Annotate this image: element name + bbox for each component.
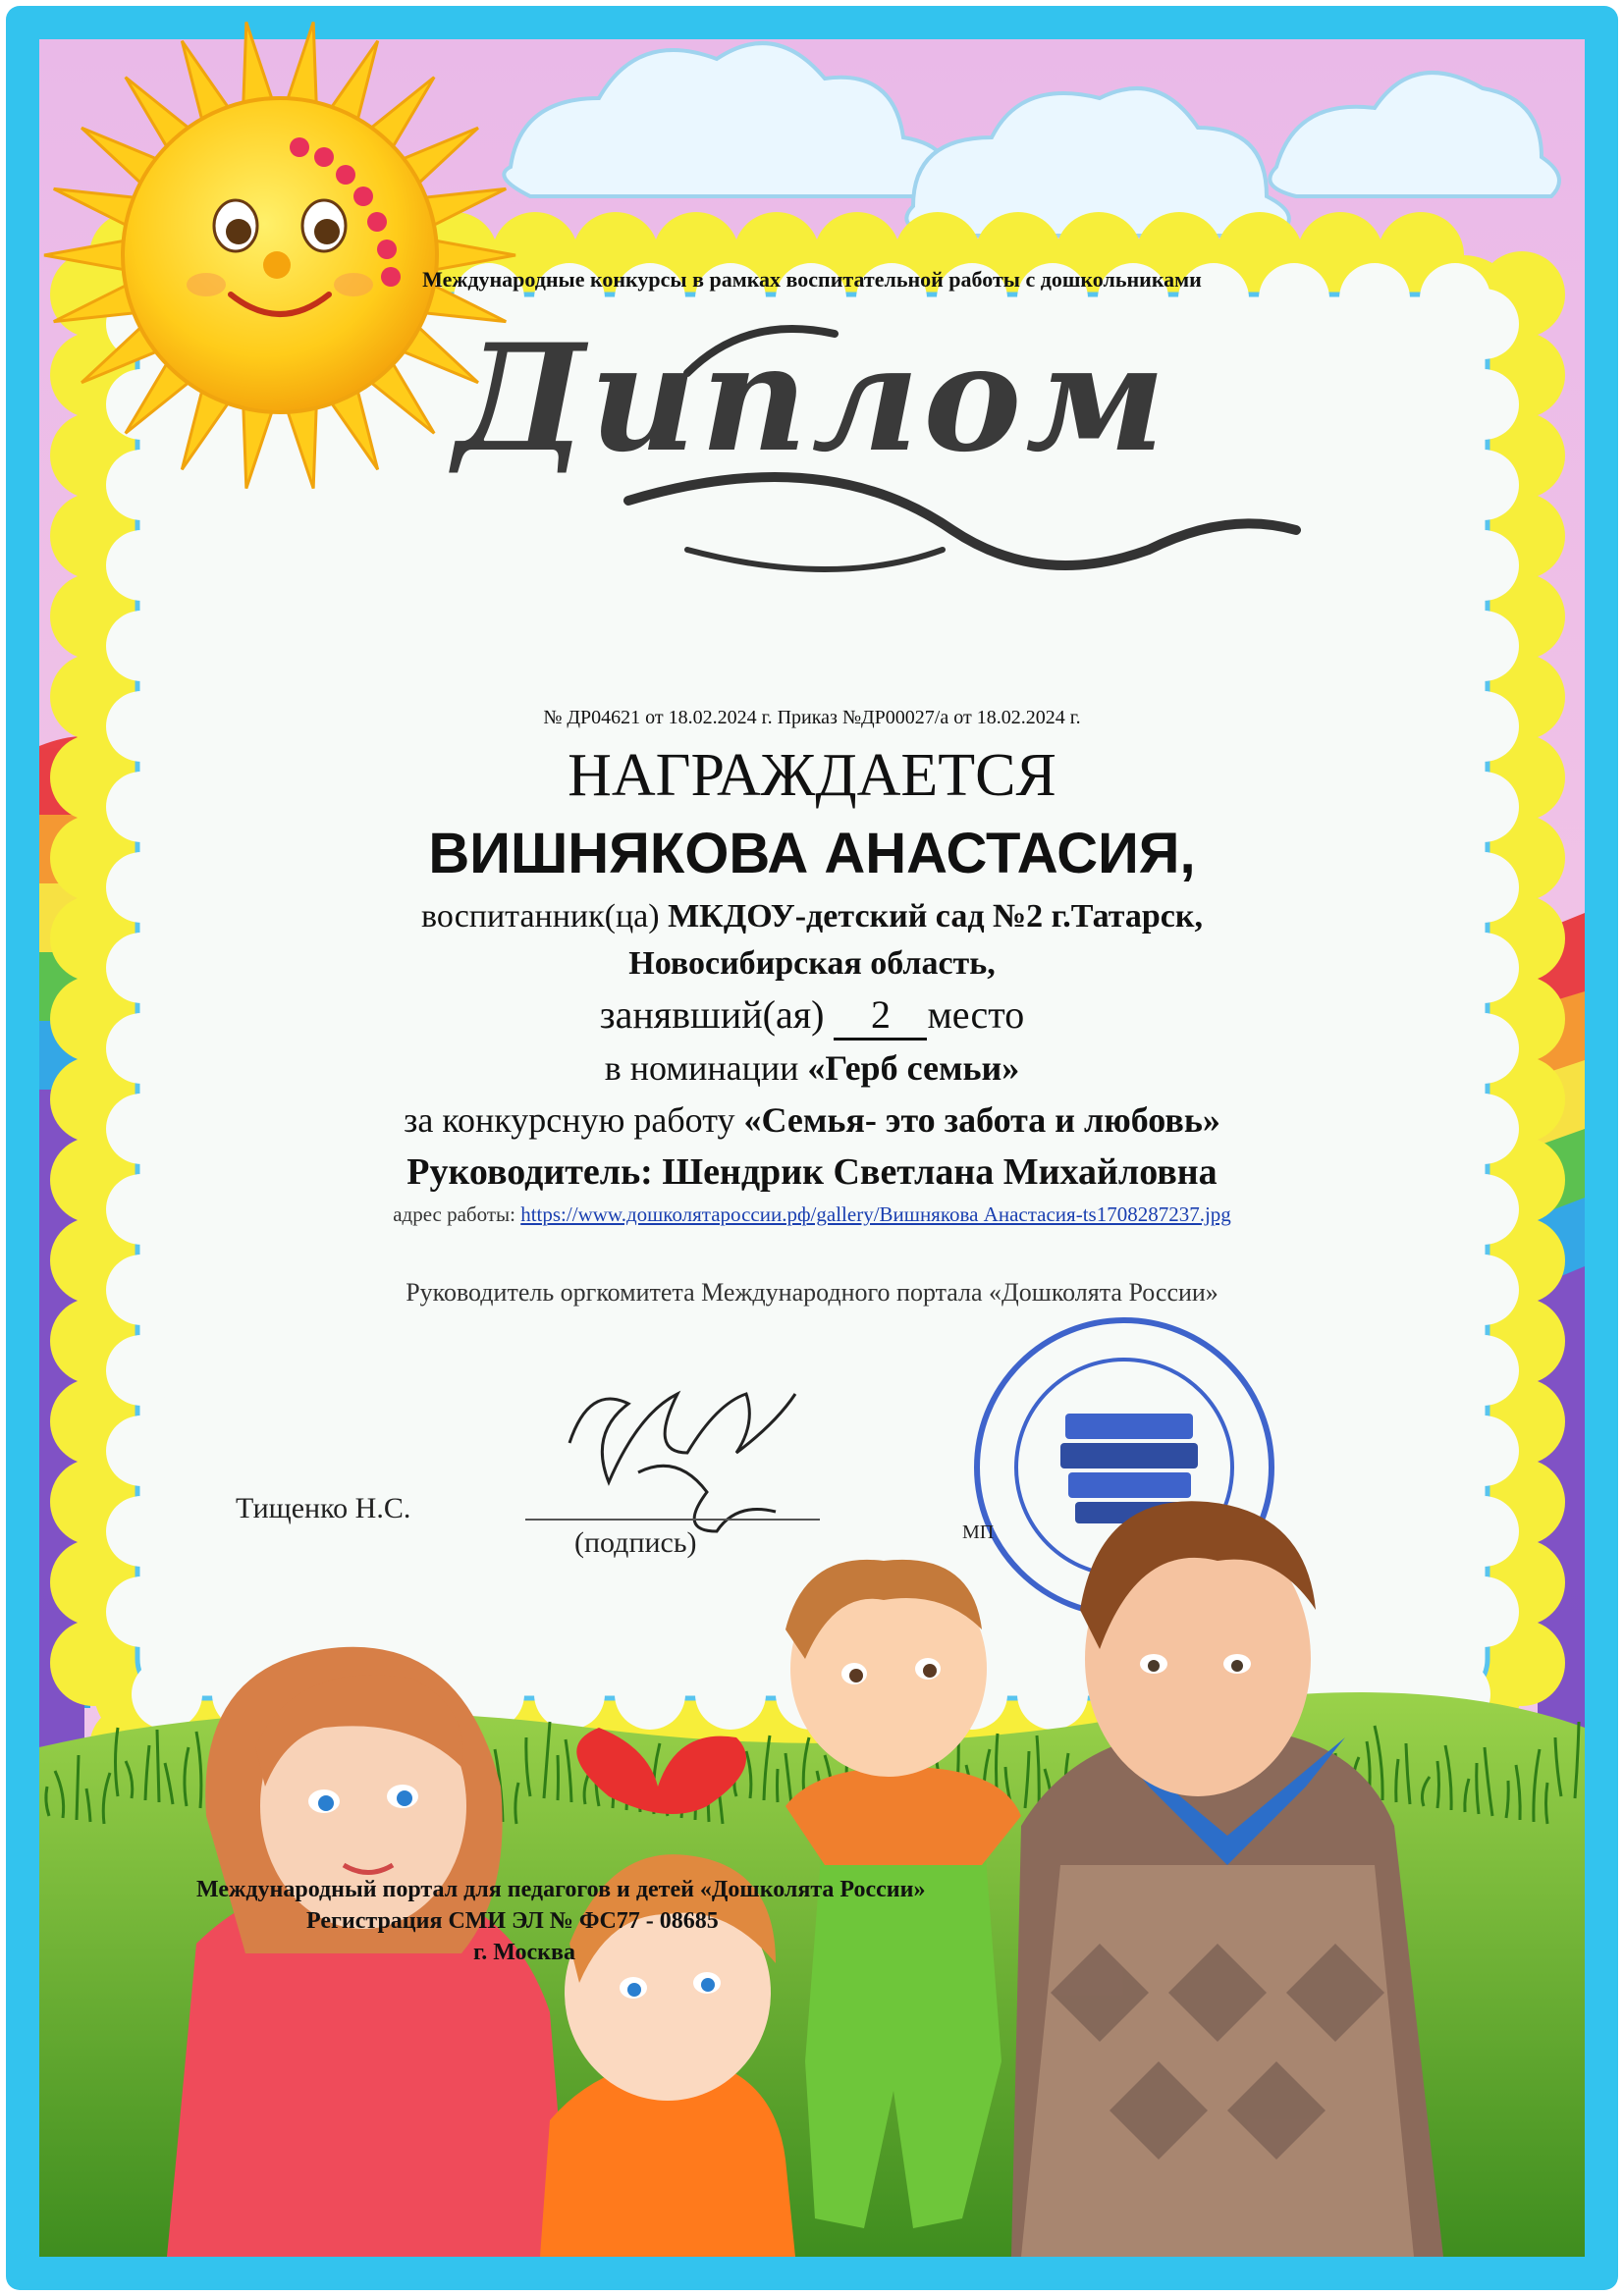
footer-registration: Регистрация СМИ ЭЛ № ФС77 - 08685 <box>306 1908 719 1934</box>
work-title: «Семья- это забота и любовь» <box>743 1100 1220 1140</box>
address-label: адрес работы: <box>393 1202 515 1226</box>
nomination-line <box>0 1047 1624 1089</box>
place-prefix: занявший(ая) <box>599 992 825 1037</box>
place-suffix: место <box>927 992 1025 1037</box>
diploma-title: Диплом <box>455 312 1169 485</box>
footer-city: г. Москва <box>473 1940 575 1965</box>
nomination-prefix: в номинации <box>604 1048 799 1088</box>
region-line: Новосибирская область, <box>628 945 996 982</box>
supervisor-line: Руководитель: Шендрик Светлана Михайловна <box>406 1151 1218 1193</box>
place-number: 2 <box>834 991 927 1041</box>
footer-portal: Международный портал для педагогов и детей «Дошколята России» <box>196 1877 926 1902</box>
signer-name: Тищенко Н.С. <box>236 1492 411 1524</box>
awarded-heading: НАГРАЖДАЕТСЯ <box>568 742 1056 809</box>
recipient-name: ВИШНЯКОВА АНАСТАСИЯ, <box>428 822 1196 885</box>
pupil-prefix: воспитанник(ца) <box>421 898 660 934</box>
stamp-place-label: МП <box>962 1522 995 1543</box>
place-line <box>0 991 1624 1041</box>
contests-line: Международные конкурсы в рамках воспитательной работы с дошкольниками <box>422 267 1202 292</box>
work-line <box>0 1099 1624 1141</box>
work-address-link[interactable]: https://www.дошколятароссии.рф/gallery/Вишнякова Анастасия-ts1708287237.jpg <box>520 1202 1231 1226</box>
work-prefix: за конкурсную работу <box>404 1100 735 1140</box>
diploma-number-line: № ДР04621 от 18.02.2024 г. Приказ №ДР00027/а от 18.02.2024 г. <box>543 707 1081 728</box>
institution-line <box>0 898 1624 935</box>
committee-line: Руководитель оргкомитета Международного портала «Дошколята России» <box>406 1278 1218 1307</box>
institution-name: МКДОУ-детский сад №2 г.Татарск, <box>668 898 1203 934</box>
nomination-name: «Герб семьи» <box>807 1048 1020 1088</box>
address-line <box>0 1202 1624 1227</box>
signature-caption: (подпись) <box>574 1526 697 1559</box>
